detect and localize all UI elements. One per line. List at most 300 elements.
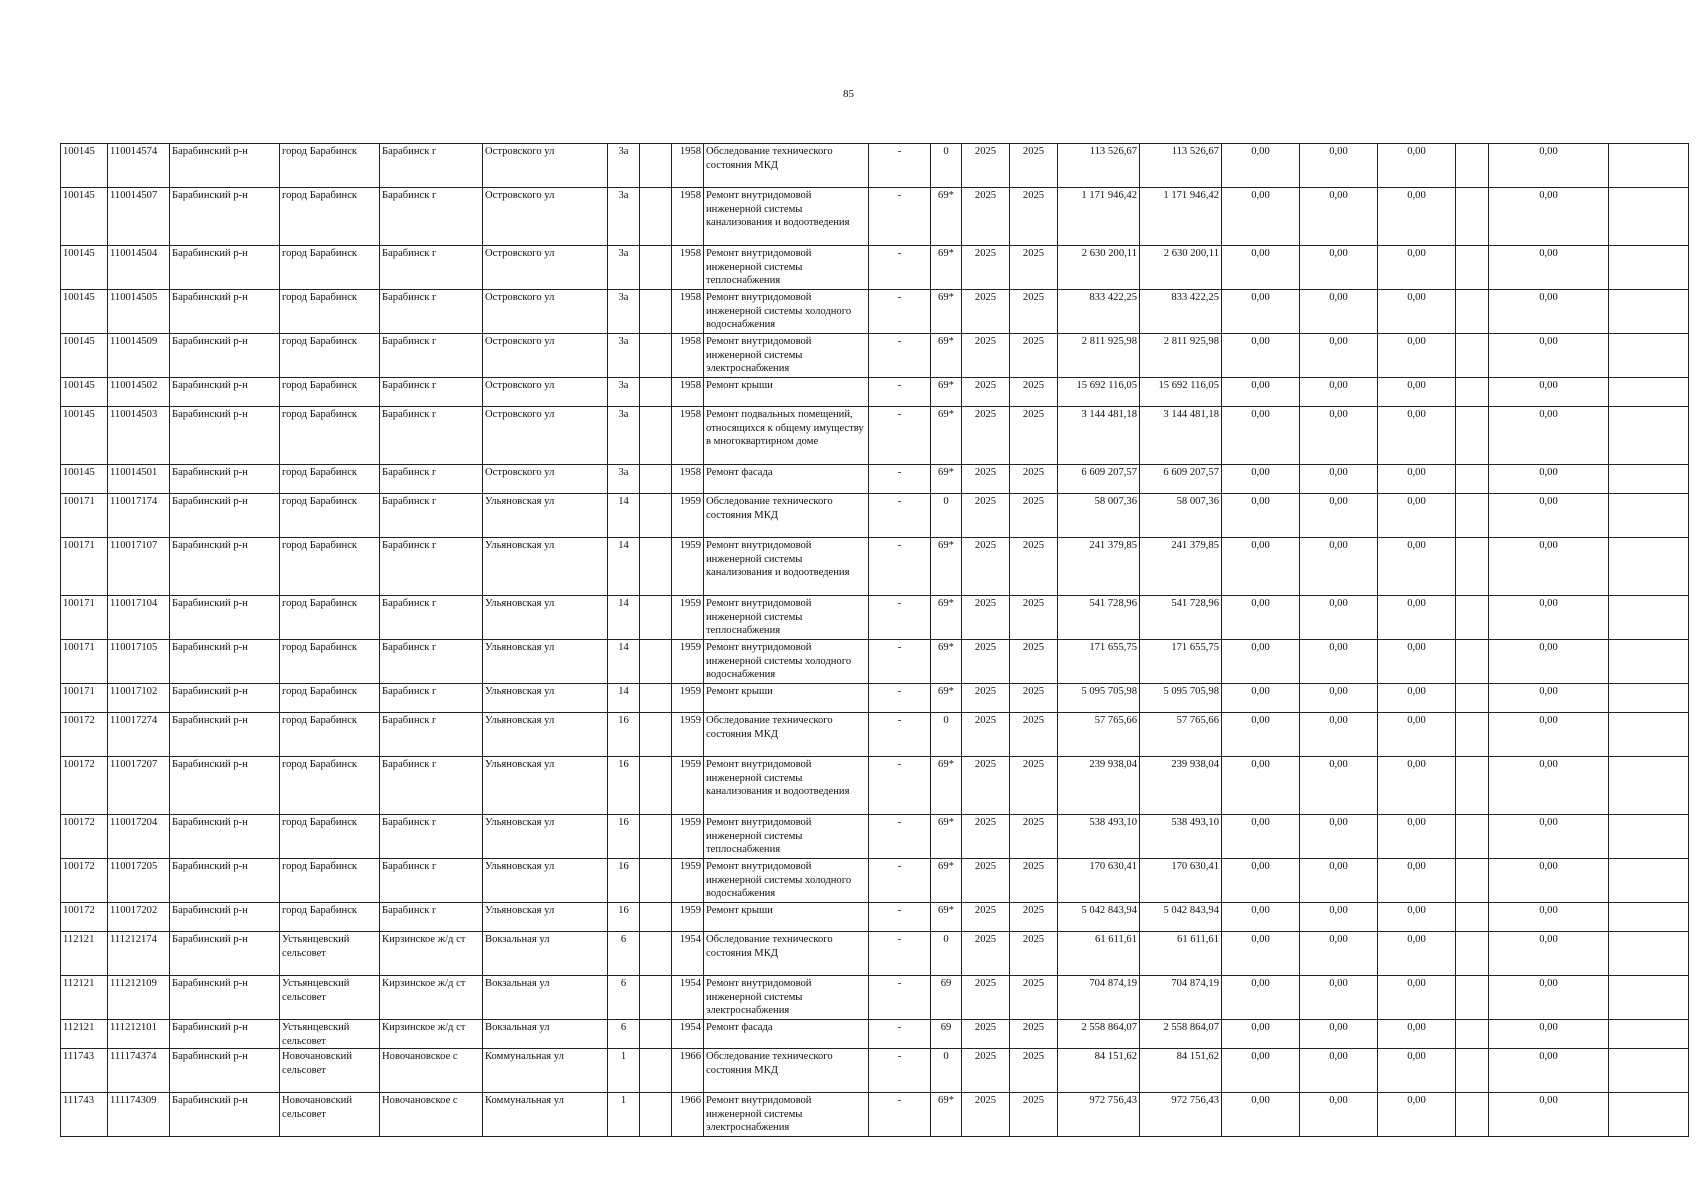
cost-other-cell: 0,00 xyxy=(1489,1093,1609,1137)
cost-other-cell: 0,00 xyxy=(1489,246,1609,290)
cost-other-cell: 0,00 xyxy=(1489,640,1609,684)
cost-federal-cell: 0,00 xyxy=(1222,538,1300,596)
cost-other-cell: 0,00 xyxy=(1489,378,1609,407)
table-row xyxy=(61,859,1689,903)
work-type-cell: Ремонт внутридомовой инженерной системы канализования и водоотведения xyxy=(704,757,869,815)
extra-cell xyxy=(1456,144,1489,188)
building-cell xyxy=(640,407,672,465)
cost-owners-cell: 0,00 xyxy=(1378,596,1456,640)
cost-other-cell: 0,00 xyxy=(1489,757,1609,815)
cost-local-cell: 0,00 xyxy=(1300,757,1378,815)
plan-year-start-cell: 2025 xyxy=(962,334,1010,378)
plan-year-end-cell: 2025 xyxy=(1010,188,1058,246)
object-id-cell: 111743 xyxy=(61,1049,108,1093)
plan-year-start-cell: 2025 xyxy=(962,757,1010,815)
plan-year-end-cell: 2025 xyxy=(1010,640,1058,684)
house-number-cell: 3а xyxy=(608,407,640,465)
work-type-cell: Обследование технического состояния МКД xyxy=(704,932,869,976)
tariff-cell: 69* xyxy=(931,334,962,378)
plan-year-end-cell: 2025 xyxy=(1010,538,1058,596)
note-cell xyxy=(1609,932,1689,976)
district-cell: Барабинский р-н xyxy=(170,1093,280,1137)
extra-cell xyxy=(1456,596,1489,640)
work-id-cell: 110014507 xyxy=(108,188,170,246)
settlement-cell: Новочановское с xyxy=(380,1093,483,1137)
cost-regional-cell: 541 728,96 xyxy=(1140,596,1222,640)
house-number-cell: 3а xyxy=(608,378,640,407)
district-cell: Барабинский р-н xyxy=(170,815,280,859)
table-row xyxy=(61,640,1689,684)
municipality-cell: Устьянцевский сельсовет xyxy=(280,932,380,976)
work-id-cell: 110014502 xyxy=(108,378,170,407)
build-year-cell: 1958 xyxy=(672,246,704,290)
cost-owners-cell: 0,00 xyxy=(1378,290,1456,334)
cost-owners-cell: 0,00 xyxy=(1378,144,1456,188)
total-cost-cell: 6 609 207,57 xyxy=(1058,465,1140,494)
separator-cell: - xyxy=(869,538,931,596)
extra-cell xyxy=(1456,932,1489,976)
tariff-cell: 69 xyxy=(931,1020,962,1049)
cost-federal-cell: 0,00 xyxy=(1222,903,1300,932)
street-cell: Островского ул xyxy=(483,407,608,465)
cost-local-cell: 0,00 xyxy=(1300,713,1378,757)
work-id-cell: 110014503 xyxy=(108,407,170,465)
settlement-cell: Кирзинское ж/д ст xyxy=(380,1020,483,1049)
object-id-cell: 100145 xyxy=(61,290,108,334)
cost-local-cell: 0,00 xyxy=(1300,640,1378,684)
settlement-cell: Барабинск г xyxy=(380,596,483,640)
cost-federal-cell: 0,00 xyxy=(1222,684,1300,713)
settlement-cell: Барабинск г xyxy=(380,188,483,246)
building-cell xyxy=(640,684,672,713)
build-year-cell: 1954 xyxy=(672,976,704,1020)
cost-owners-cell: 0,00 xyxy=(1378,494,1456,538)
table-row xyxy=(61,976,1689,1020)
tariff-cell: 69* xyxy=(931,290,962,334)
district-cell: Барабинский р-н xyxy=(170,757,280,815)
cost-other-cell: 0,00 xyxy=(1489,976,1609,1020)
cost-owners-cell: 0,00 xyxy=(1378,903,1456,932)
table-row xyxy=(61,903,1689,932)
extra-cell xyxy=(1456,903,1489,932)
total-cost-cell: 541 728,96 xyxy=(1058,596,1140,640)
cost-regional-cell: 2 811 925,98 xyxy=(1140,334,1222,378)
plan-year-start-cell: 2025 xyxy=(962,378,1010,407)
building-cell xyxy=(640,144,672,188)
house-number-cell: 6 xyxy=(608,976,640,1020)
house-number-cell: 3а xyxy=(608,334,640,378)
house-number-cell: 16 xyxy=(608,903,640,932)
extra-cell xyxy=(1456,1020,1489,1049)
cost-other-cell: 0,00 xyxy=(1489,684,1609,713)
separator-cell: - xyxy=(869,757,931,815)
cost-local-cell: 0,00 xyxy=(1300,378,1378,407)
separator-cell: - xyxy=(869,290,931,334)
house-number-cell: 3а xyxy=(608,144,640,188)
street-cell: Ульяновская ул xyxy=(483,596,608,640)
building-cell xyxy=(640,290,672,334)
plan-year-end-cell: 2025 xyxy=(1010,1049,1058,1093)
building-cell xyxy=(640,757,672,815)
page-number: 85 xyxy=(843,88,854,100)
municipality-cell: город Барабинск xyxy=(280,290,380,334)
house-number-cell: 14 xyxy=(608,494,640,538)
district-cell: Барабинский р-н xyxy=(170,188,280,246)
object-id-cell: 111743 xyxy=(61,1093,108,1137)
work-id-cell: 110017107 xyxy=(108,538,170,596)
work-id-cell: 110014509 xyxy=(108,334,170,378)
tariff-cell: 69* xyxy=(931,903,962,932)
total-cost-cell: 170 630,41 xyxy=(1058,859,1140,903)
district-cell: Барабинский р-н xyxy=(170,1020,280,1049)
settlement-cell: Кирзинское ж/д ст xyxy=(380,932,483,976)
note-cell xyxy=(1609,713,1689,757)
separator-cell: - xyxy=(869,494,931,538)
cost-federal-cell: 0,00 xyxy=(1222,407,1300,465)
settlement-cell: Барабинск г xyxy=(380,684,483,713)
tariff-cell: 69* xyxy=(931,684,962,713)
house-number-cell: 1 xyxy=(608,1093,640,1137)
work-id-cell: 111174374 xyxy=(108,1049,170,1093)
street-cell: Ульяновская ул xyxy=(483,713,608,757)
plan-year-start-cell: 2025 xyxy=(962,684,1010,713)
cost-federal-cell: 0,00 xyxy=(1222,1049,1300,1093)
building-cell xyxy=(640,859,672,903)
total-cost-cell: 171 655,75 xyxy=(1058,640,1140,684)
note-cell xyxy=(1609,290,1689,334)
cost-federal-cell: 0,00 xyxy=(1222,932,1300,976)
tariff-cell: 69* xyxy=(931,859,962,903)
cost-owners-cell: 0,00 xyxy=(1378,859,1456,903)
tariff-cell: 69* xyxy=(931,757,962,815)
work-id-cell: 110017104 xyxy=(108,596,170,640)
building-cell xyxy=(640,976,672,1020)
district-cell: Барабинский р-н xyxy=(170,932,280,976)
work-id-cell: 111174309 xyxy=(108,1093,170,1137)
district-cell: Барабинский р-н xyxy=(170,684,280,713)
building-cell xyxy=(640,1093,672,1137)
district-cell: Барабинский р-н xyxy=(170,1049,280,1093)
tariff-cell: 69 xyxy=(931,976,962,1020)
separator-cell: - xyxy=(869,465,931,494)
cost-regional-cell: 58 007,36 xyxy=(1140,494,1222,538)
building-cell xyxy=(640,334,672,378)
extra-cell xyxy=(1456,713,1489,757)
work-id-cell: 110017102 xyxy=(108,684,170,713)
object-id-cell: 100172 xyxy=(61,903,108,932)
plan-year-end-cell: 2025 xyxy=(1010,494,1058,538)
work-type-cell: Ремонт внутридомовой инженерной системы теплоснабжения xyxy=(704,596,869,640)
plan-year-end-cell: 2025 xyxy=(1010,976,1058,1020)
work-type-cell: Ремонт внутридомовой инженерной системы электроснабжения xyxy=(704,1093,869,1137)
plan-year-start-cell: 2025 xyxy=(962,903,1010,932)
cost-regional-cell: 972 756,43 xyxy=(1140,1093,1222,1137)
tariff-cell: 69* xyxy=(931,407,962,465)
cost-owners-cell: 0,00 xyxy=(1378,465,1456,494)
total-cost-cell: 84 151,62 xyxy=(1058,1049,1140,1093)
street-cell: Ульяновская ул xyxy=(483,757,608,815)
table-row xyxy=(61,932,1689,976)
total-cost-cell: 3 144 481,18 xyxy=(1058,407,1140,465)
street-cell: Ульяновская ул xyxy=(483,538,608,596)
object-id-cell: 100172 xyxy=(61,815,108,859)
table-row xyxy=(61,188,1689,246)
cost-local-cell: 0,00 xyxy=(1300,1020,1378,1049)
work-type-cell: Ремонт внутридомовой инженерной системы холодного водоснабжения xyxy=(704,290,869,334)
cost-owners-cell: 0,00 xyxy=(1378,334,1456,378)
tariff-cell: 0 xyxy=(931,1049,962,1093)
build-year-cell: 1958 xyxy=(672,378,704,407)
house-number-cell: 3а xyxy=(608,465,640,494)
plan-year-start-cell: 2025 xyxy=(962,932,1010,976)
cost-other-cell: 0,00 xyxy=(1489,859,1609,903)
cost-other-cell: 0,00 xyxy=(1489,144,1609,188)
plan-year-start-cell: 2025 xyxy=(962,465,1010,494)
note-cell xyxy=(1609,1049,1689,1093)
building-cell xyxy=(640,188,672,246)
table-row xyxy=(61,378,1689,407)
note-cell xyxy=(1609,757,1689,815)
cost-regional-cell: 61 611,61 xyxy=(1140,932,1222,976)
cost-regional-cell: 2 630 200,11 xyxy=(1140,246,1222,290)
cost-owners-cell: 0,00 xyxy=(1378,1020,1456,1049)
extra-cell xyxy=(1456,1049,1489,1093)
street-cell: Ульяновская ул xyxy=(483,903,608,932)
building-cell xyxy=(640,713,672,757)
house-number-cell: 14 xyxy=(608,538,640,596)
work-type-cell: Ремонт крыши xyxy=(704,903,869,932)
build-year-cell: 1959 xyxy=(672,596,704,640)
object-id-cell: 100171 xyxy=(61,640,108,684)
object-id-cell: 112121 xyxy=(61,976,108,1020)
cost-local-cell: 0,00 xyxy=(1300,188,1378,246)
district-cell: Барабинский р-н xyxy=(170,144,280,188)
cost-other-cell: 0,00 xyxy=(1489,903,1609,932)
note-cell xyxy=(1609,684,1689,713)
extra-cell xyxy=(1456,538,1489,596)
street-cell: Ульяновская ул xyxy=(483,859,608,903)
cost-local-cell: 0,00 xyxy=(1300,903,1378,932)
total-cost-cell: 2 630 200,11 xyxy=(1058,246,1140,290)
total-cost-cell: 538 493,10 xyxy=(1058,815,1140,859)
work-type-cell: Обследование технического состояния МКД xyxy=(704,494,869,538)
extra-cell xyxy=(1456,815,1489,859)
build-year-cell: 1958 xyxy=(672,334,704,378)
build-year-cell: 1954 xyxy=(672,1020,704,1049)
cost-other-cell: 0,00 xyxy=(1489,494,1609,538)
tariff-cell: 0 xyxy=(931,932,962,976)
work-type-cell: Ремонт крыши xyxy=(704,378,869,407)
note-cell xyxy=(1609,903,1689,932)
note-cell xyxy=(1609,640,1689,684)
plan-year-end-cell: 2025 xyxy=(1010,815,1058,859)
district-cell: Барабинский р-н xyxy=(170,378,280,407)
cost-local-cell: 0,00 xyxy=(1300,684,1378,713)
plan-year-start-cell: 2025 xyxy=(962,538,1010,596)
extra-cell xyxy=(1456,1093,1489,1137)
cost-other-cell: 0,00 xyxy=(1489,188,1609,246)
note-cell xyxy=(1609,538,1689,596)
cost-owners-cell: 0,00 xyxy=(1378,976,1456,1020)
table-row xyxy=(61,596,1689,640)
settlement-cell: Барабинск г xyxy=(380,290,483,334)
plan-year-end-cell: 2025 xyxy=(1010,144,1058,188)
plan-year-end-cell: 2025 xyxy=(1010,903,1058,932)
note-cell xyxy=(1609,407,1689,465)
settlement-cell: Барабинск г xyxy=(380,494,483,538)
cost-regional-cell: 1 171 946,42 xyxy=(1140,188,1222,246)
extra-cell xyxy=(1456,334,1489,378)
tariff-cell: 69* xyxy=(931,246,962,290)
cost-federal-cell: 0,00 xyxy=(1222,976,1300,1020)
tariff-cell: 69* xyxy=(931,188,962,246)
street-cell: Островского ул xyxy=(483,290,608,334)
work-type-cell: Ремонт фасада xyxy=(704,465,869,494)
object-id-cell: 100171 xyxy=(61,596,108,640)
street-cell: Островского ул xyxy=(483,188,608,246)
municipality-cell: город Барабинск xyxy=(280,465,380,494)
house-number-cell: 14 xyxy=(608,684,640,713)
table-row xyxy=(61,407,1689,465)
tariff-cell: 69* xyxy=(931,640,962,684)
cost-regional-cell: 113 526,67 xyxy=(1140,144,1222,188)
cost-other-cell: 0,00 xyxy=(1489,407,1609,465)
municipality-cell: город Барабинск xyxy=(280,407,380,465)
plan-year-end-cell: 2025 xyxy=(1010,246,1058,290)
cost-owners-cell: 0,00 xyxy=(1378,757,1456,815)
object-id-cell: 100171 xyxy=(61,538,108,596)
plan-year-start-cell: 2025 xyxy=(962,713,1010,757)
municipality-cell: город Барабинск xyxy=(280,713,380,757)
separator-cell: - xyxy=(869,932,931,976)
separator-cell: - xyxy=(869,596,931,640)
work-id-cell: 110014501 xyxy=(108,465,170,494)
work-id-cell: 110017202 xyxy=(108,903,170,932)
cost-owners-cell: 0,00 xyxy=(1378,407,1456,465)
separator-cell: - xyxy=(869,859,931,903)
total-cost-cell: 241 379,85 xyxy=(1058,538,1140,596)
separator-cell: - xyxy=(869,246,931,290)
municipality-cell: город Барабинск xyxy=(280,903,380,932)
settlement-cell: Барабинск г xyxy=(380,465,483,494)
house-number-cell: 3а xyxy=(608,188,640,246)
table-row xyxy=(61,290,1689,334)
settlement-cell: Барабинск г xyxy=(380,815,483,859)
table-row xyxy=(61,334,1689,378)
cost-federal-cell: 0,00 xyxy=(1222,144,1300,188)
work-id-cell: 110017204 xyxy=(108,815,170,859)
cost-regional-cell: 84 151,62 xyxy=(1140,1049,1222,1093)
tariff-cell: 69* xyxy=(931,596,962,640)
build-year-cell: 1959 xyxy=(672,903,704,932)
cost-local-cell: 0,00 xyxy=(1300,494,1378,538)
total-cost-cell: 57 765,66 xyxy=(1058,713,1140,757)
district-cell: Барабинский р-н xyxy=(170,465,280,494)
separator-cell: - xyxy=(869,713,931,757)
cost-owners-cell: 0,00 xyxy=(1378,815,1456,859)
cost-regional-cell: 57 765,66 xyxy=(1140,713,1222,757)
cost-local-cell: 0,00 xyxy=(1300,859,1378,903)
cost-regional-cell: 704 874,19 xyxy=(1140,976,1222,1020)
total-cost-cell: 113 526,67 xyxy=(1058,144,1140,188)
note-cell xyxy=(1609,144,1689,188)
table-row xyxy=(61,246,1689,290)
table-row xyxy=(61,757,1689,815)
building-cell xyxy=(640,596,672,640)
municipality-cell: Устьянцевский сельсовет xyxy=(280,976,380,1020)
build-year-cell: 1958 xyxy=(672,407,704,465)
note-cell xyxy=(1609,1020,1689,1049)
cost-regional-cell: 15 692 116,05 xyxy=(1140,378,1222,407)
building-cell xyxy=(640,1020,672,1049)
work-id-cell: 110017105 xyxy=(108,640,170,684)
table-row xyxy=(61,1049,1689,1093)
extra-cell xyxy=(1456,188,1489,246)
registry-table xyxy=(60,143,1689,1137)
cost-other-cell: 0,00 xyxy=(1489,815,1609,859)
plan-year-start-cell: 2025 xyxy=(962,290,1010,334)
work-type-cell: Обследование технического состояния МКД xyxy=(704,713,869,757)
plan-year-end-cell: 2025 xyxy=(1010,290,1058,334)
plan-year-end-cell: 2025 xyxy=(1010,757,1058,815)
work-type-cell: Обследование технического состояния МКД xyxy=(704,1049,869,1093)
cost-federal-cell: 0,00 xyxy=(1222,757,1300,815)
separator-cell: - xyxy=(869,976,931,1020)
cost-federal-cell: 0,00 xyxy=(1222,494,1300,538)
cost-owners-cell: 0,00 xyxy=(1378,538,1456,596)
total-cost-cell: 58 007,36 xyxy=(1058,494,1140,538)
cost-other-cell: 0,00 xyxy=(1489,932,1609,976)
plan-year-start-cell: 2025 xyxy=(962,815,1010,859)
cost-other-cell: 0,00 xyxy=(1489,1049,1609,1093)
table-row xyxy=(61,465,1689,494)
municipality-cell: город Барабинск xyxy=(280,188,380,246)
municipality-cell: город Барабинск xyxy=(280,538,380,596)
cost-local-cell: 0,00 xyxy=(1300,407,1378,465)
cost-federal-cell: 0,00 xyxy=(1222,859,1300,903)
district-cell: Барабинский р-н xyxy=(170,290,280,334)
cost-owners-cell: 0,00 xyxy=(1378,684,1456,713)
total-cost-cell: 2 558 864,07 xyxy=(1058,1020,1140,1049)
extra-cell xyxy=(1456,640,1489,684)
tariff-cell: 0 xyxy=(931,494,962,538)
work-id-cell: 110017207 xyxy=(108,757,170,815)
cost-owners-cell: 0,00 xyxy=(1378,640,1456,684)
work-type-cell: Обследование технического состояния МКД xyxy=(704,144,869,188)
extra-cell xyxy=(1456,976,1489,1020)
cost-federal-cell: 0,00 xyxy=(1222,713,1300,757)
work-type-cell: Ремонт подвальных помещений, относящихся к общему имуществу в многоквартирном доме xyxy=(704,407,869,465)
build-year-cell: 1959 xyxy=(672,494,704,538)
build-year-cell: 1954 xyxy=(672,932,704,976)
municipality-cell: город Барабинск xyxy=(280,757,380,815)
district-cell: Барабинский р-н xyxy=(170,859,280,903)
total-cost-cell: 15 692 116,05 xyxy=(1058,378,1140,407)
work-type-cell: Ремонт фасада xyxy=(704,1020,869,1049)
total-cost-cell: 5 042 843,94 xyxy=(1058,903,1140,932)
building-cell xyxy=(640,378,672,407)
note-cell xyxy=(1609,1093,1689,1137)
separator-cell: - xyxy=(869,378,931,407)
work-type-cell: Ремонт внутридомовой инженерной системы канализования и водоотведения xyxy=(704,188,869,246)
total-cost-cell: 5 095 705,98 xyxy=(1058,684,1140,713)
extra-cell xyxy=(1456,407,1489,465)
plan-year-start-cell: 2025 xyxy=(962,188,1010,246)
tariff-cell: 69* xyxy=(931,465,962,494)
object-id-cell: 100145 xyxy=(61,378,108,407)
municipality-cell: Устьянцевский сельсовет xyxy=(280,1020,380,1049)
street-cell: Ульяновская ул xyxy=(483,815,608,859)
